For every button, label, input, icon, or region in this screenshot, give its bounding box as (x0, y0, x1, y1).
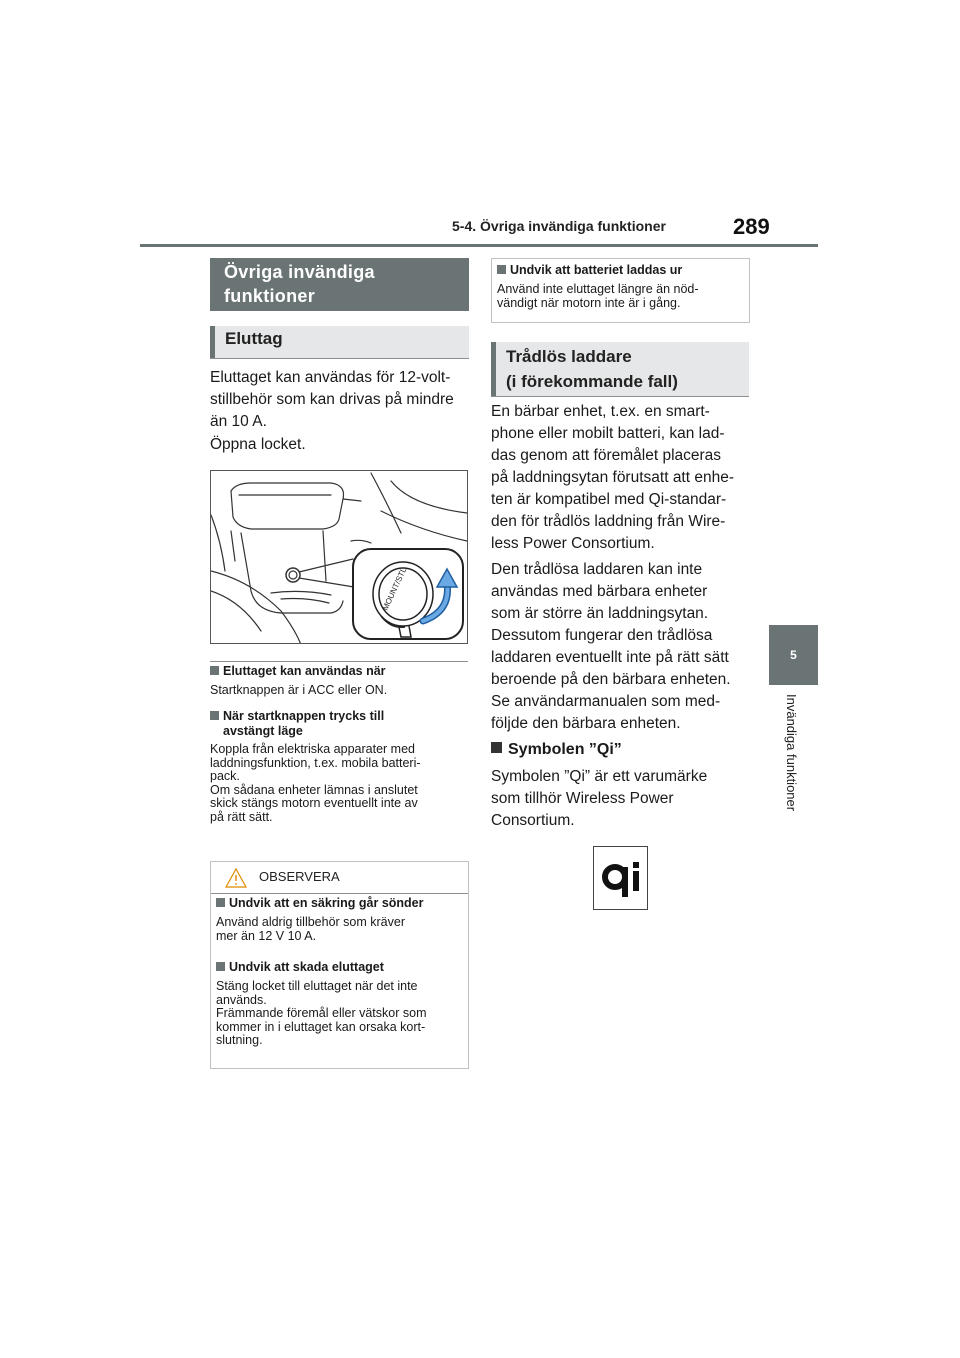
caution-text: kommer in i eluttaget kan orsaka kort- (216, 1019, 426, 1034)
paragraph-line: Symbolen ”Qi” är ett varumärke (491, 768, 708, 785)
battery-note-heading: Undvik att batteriet laddas ur (510, 263, 683, 277)
note-text: skick stängs motorn eventuellt inte av (210, 796, 418, 810)
paragraph-line: följde den bärbara enheten. (491, 715, 681, 732)
caution-outlet-damage (216, 960, 466, 1048)
bullet-square-icon (491, 742, 502, 753)
note-text: på rätt sätt. (210, 809, 273, 824)
bullet-square-icon (210, 666, 219, 675)
battery-note-text: Använd inte eluttaget längre än nöd- (497, 282, 699, 296)
caution-text: Främmande föremål eller vätskor som (216, 1006, 427, 1020)
chapter-label-text: Invändiga funktioner (784, 694, 799, 812)
subheading-wireless-charger (491, 342, 749, 396)
bullet-square-icon (216, 898, 225, 907)
warning-triangle-icon (224, 867, 248, 889)
wireless-paragraph-2 (491, 559, 753, 735)
caution-label: OBSERVERA (259, 869, 340, 884)
note-text: Om sådana enheter lämnas i anslutet (210, 782, 418, 797)
section-title: 5-4. Övriga invändiga funktioner (452, 218, 666, 234)
note-heading: Eluttaget kan användas när (223, 664, 386, 678)
intro-line: än 10 A. (210, 413, 267, 430)
note-text: laddningsfunktion, t.ex. mobila batteri- (210, 755, 421, 770)
paragraph-line: användas med bärbara enheter (491, 583, 708, 600)
paragraph-line: Se användarmanualen som med- (491, 693, 721, 710)
paragraph-line: laddaren eventuellt inte på rätt sätt (491, 649, 729, 666)
qi-logo-box (593, 846, 648, 910)
subheading-line: (i förekommande fall) (506, 372, 678, 391)
main-heading (210, 258, 469, 311)
note-heading: När startknappen trycks till (223, 709, 385, 723)
paragraph-line: Den trådlösa laddaren kan inte (491, 561, 703, 578)
note-outlet-usage (210, 664, 472, 698)
caution-text: används. (216, 992, 267, 1007)
symbol-paragraph (491, 766, 753, 832)
caution-text: Använd aldrig tillbehör som kräver (216, 915, 405, 929)
bullet-square-icon (497, 265, 506, 274)
caution-heading: Undvik att skada eluttaget (229, 960, 384, 974)
bullet-square-icon (216, 962, 225, 971)
caution-rule (211, 893, 468, 894)
bullet-square-icon (210, 711, 219, 720)
main-heading-line-1: Övriga invändiga (224, 262, 375, 282)
caution-text: slutning. (216, 1033, 263, 1047)
outlet-drawing (211, 471, 468, 644)
chapter-tab[interactable]: 5 (769, 625, 818, 685)
intro-line: Eluttaget kan användas för 12-volt- (210, 369, 451, 386)
subheading-rule (210, 358, 469, 359)
header-rule (140, 244, 818, 247)
note-text: pack. (210, 769, 240, 783)
paragraph-line: das genom att föremålet placeras (491, 447, 722, 464)
paragraph-line: som tillhör Wireless Power (491, 790, 674, 807)
paragraph-line: ten är kompatibel med Qi-standar- (491, 491, 727, 508)
caution-text: Stäng locket till eluttaget när det inte (216, 979, 418, 993)
wireless-paragraph-1 (491, 401, 753, 555)
caution-fuse (216, 896, 466, 943)
paragraph-line: på laddningsytan förutsatt att enhe- (491, 469, 734, 486)
note-start-button-off (210, 709, 472, 824)
note-heading-cont: avstängt läge (223, 724, 303, 738)
note-text: Startknappen är i ACC eller ON. (210, 683, 388, 697)
open-lid-instruction: Öppna locket. (210, 436, 306, 453)
outlet-illustration (210, 470, 468, 644)
paragraph-line: phone eller mobilt batteri, kan lad- (491, 425, 725, 442)
caution-text: mer än 12 V 10 A. (216, 928, 317, 943)
battery-note-box (491, 258, 750, 323)
main-heading-line-2: funktioner (224, 286, 315, 306)
intro-line: stillbehör som kan drivas på mindre (210, 391, 454, 408)
chapter-label (780, 694, 804, 844)
paragraph-line: som är större än laddningsytan. (491, 605, 709, 622)
subheading-line: Trådlös laddare (506, 347, 632, 366)
paragraph-line: En bärbar enhet, t.ex. en smart- (491, 403, 710, 420)
paragraph-line: Dessutom fungerar den trådlösa (491, 627, 713, 644)
symbol-heading (491, 741, 622, 759)
subheading-eluttag: Eluttag (210, 326, 469, 359)
paragraph-line: den för trådlös laddning från Wire- (491, 513, 726, 530)
paragraph-line: less Power Consortium. (491, 535, 655, 552)
subheading-rule (491, 396, 749, 397)
lid-text: MOUNT/STL (380, 566, 409, 612)
caution-box (210, 861, 469, 1069)
caution-heading: Undvik att en säkring går sönder (229, 896, 424, 910)
symbol-heading-text: Symbolen ”Qi” (508, 741, 622, 758)
qi-logo-icon (594, 847, 647, 909)
notes-rule (210, 661, 468, 662)
page-number: 289 (733, 214, 770, 239)
note-text: Koppla från elektriska apparater med (210, 742, 415, 756)
battery-note-text: vändigt när motorn inte är i gång. (497, 295, 681, 310)
paragraph-line: beroende på den bärbara enheten. (491, 671, 731, 688)
paragraph-line: Consortium. (491, 812, 575, 829)
intro-paragraph (210, 367, 472, 433)
